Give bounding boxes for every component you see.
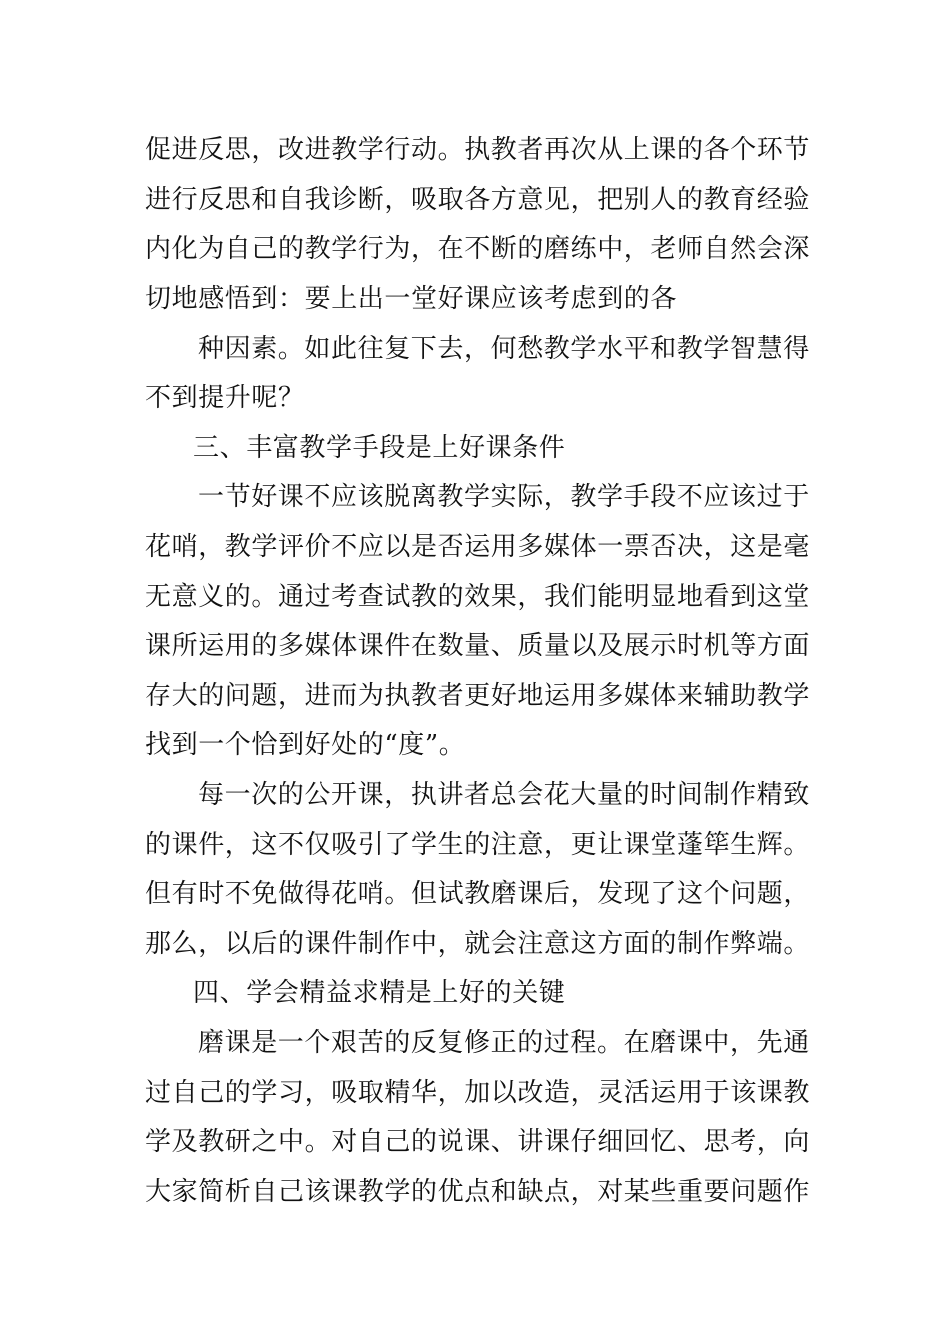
text-line-20: 过自己的学习，吸取精华，加以改造，灵活运用于该课教 — [145, 1078, 811, 1108]
text-line-16: 但有时不免做得花哨。但试教磨课后，发现了这个问题， — [145, 879, 811, 909]
text-line-4: 切地感悟到：要上出一堂好课应该考虑到的各 — [145, 284, 678, 314]
section-heading-3: 三、丰富教学手段是上好课条件 — [193, 433, 566, 463]
text-line-11: 课所运用的多媒体课件在数量、质量以及展示时机等方面 — [145, 631, 811, 661]
text-line-14: 每一次的公开课，执讲者总会花大量的时间制作精致 — [198, 780, 810, 810]
text-line-19: 磨课是一个艰苦的反复修正的过程。在磨课中，先通 — [198, 1028, 810, 1058]
text-line-13: 找到一个恰到好处的“度”。 — [145, 730, 466, 760]
text-line-15: 的课件，这不仅吸引了学生的注意，更让课堂蓬筚生辉。 — [145, 830, 811, 860]
text-line-1: 促进反思，改进教学行动。执教者再次从上课的各个环节 — [145, 135, 811, 165]
text-line-8: 一节好课不应该脱离教学实际，教学手段不应该过于 — [198, 482, 810, 512]
text-line-3: 内化为自己的教学行为，在不断的磨练中，老师自然会深 — [145, 234, 811, 264]
text-line-2: 进行反思和自我诊断，吸取各方意见，把别人的教育经验 — [145, 185, 811, 215]
section-heading-4: 四、学会精益求精是上好的关键 — [193, 978, 566, 1008]
text-line-9: 花哨，教学评价不应以是否运用多媒体一票否决，这是毫 — [145, 532, 811, 562]
text-line-6: 不到提升呢？ — [145, 383, 305, 413]
text-line-21: 学及教研之中。对自己的说课、讲课仔细回忆、思考，向 — [145, 1127, 811, 1157]
text-line-17: 那么，以后的课件制作中，就会注意这方面的制作弊端。 — [145, 929, 811, 959]
text-line-5: 种因素。如此往复下去，何愁教学水平和教学智慧得 — [198, 334, 810, 364]
text-line-12: 存大的问题，进而为执教者更好地运用多媒体来辅助教学 — [145, 681, 811, 711]
text-line-22: 大家简析自己该课教学的优点和缺点，对某些重要问题作 — [145, 1177, 811, 1207]
text-line-10: 无意义的。通过考查试教的效果，我们能明显地看到这堂 — [145, 582, 811, 612]
